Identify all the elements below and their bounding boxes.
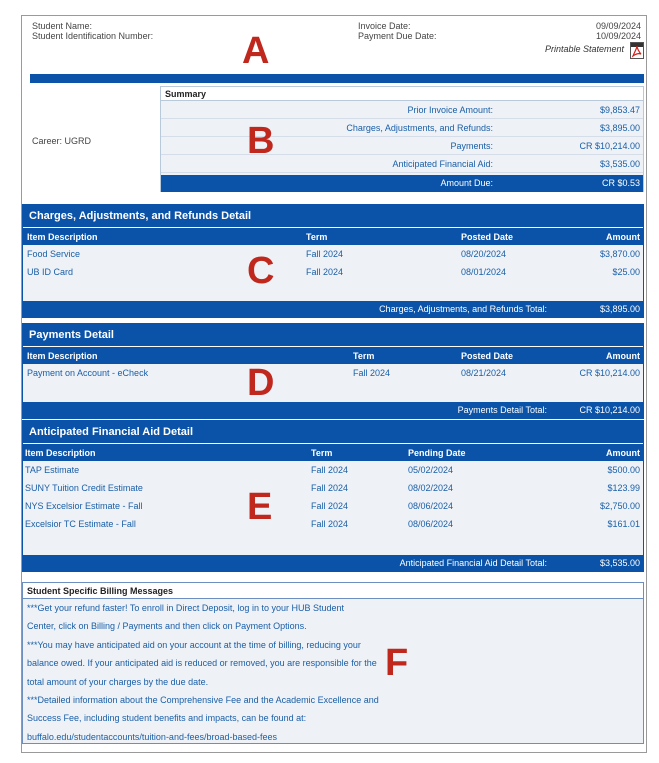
summary-box [160,86,644,192]
summary-row [161,138,643,155]
amount-due-label: Amount Due: [440,178,493,188]
invoice-date-label: Invoice Date: [358,21,411,31]
message-line: ***Get your refund faster! To enroll in Direct Deposit, log in to your HUB Student [27,603,344,613]
item-amount: $2,750.00 [599,501,640,511]
item-description[interactable]: Excelsior TC Estimate - Fall [25,519,136,529]
item-term: Fall 2024 [306,249,344,259]
message-line: Center, click on Billing / Payments and then click on Payment Options. [27,621,307,632]
summary-label: Payments: [450,141,493,151]
aid-body [23,461,643,555]
item-date: 08/21/2024 [461,368,507,378]
col-amount: Amount [606,448,640,458]
col-amount: Amount [606,232,640,242]
table-row [23,461,643,479]
invoice-date: 09/09/2024 [595,21,641,31]
pdf-icon[interactable] [630,42,644,59]
item-date: 08/06/2024 [408,501,454,511]
item-term: Fall 2024 [311,465,349,475]
col-term: Term [311,448,333,458]
item-date: 08/02/2024 [408,483,454,493]
col-term: Term [353,351,375,361]
table-row [23,364,643,382]
col-posted-date: Posted Date [461,232,514,242]
messages-title: Student Specific Billing Messages [23,583,643,599]
item-description[interactable]: TAP Estimate [25,465,80,475]
message-line: ***Detailed information about the Comprehensive Fee and the Academic Excellence and [27,694,379,705]
col-pending-date: Pending Date [408,448,466,458]
summary-label: Charges, Adjustments, and Refunds: [346,123,493,133]
charges-title: Charges, Adjustments, and Refunds Detail [23,205,643,227]
payments-total-label: Payments Detail Total: [457,405,547,415]
payments-title: Payments Detail [23,324,643,346]
payments-panel [22,323,644,419]
item-term: Fall 2024 [311,501,349,511]
item-description[interactable]: Payment on Account - eCheck [27,368,149,378]
message-line: Success Fee, including student benefits and impacts, can be found at: [27,713,307,724]
section-letter-c: C [247,250,275,292]
date-values [596,21,641,41]
payments-body [23,364,643,402]
table-row [23,515,643,533]
col-posted-date: Posted Date [461,351,514,361]
aid-title: Anticipated Financial Aid Detail [23,421,643,443]
item-description[interactable]: NYS Excelsior Estimate - Fall [25,501,143,511]
amount-due-value: CR $0.53 [601,178,640,188]
payments-header-row [23,346,643,364]
item-date: 08/20/2024 [461,249,507,259]
summary-value: $9,853.47 [599,105,640,115]
item-term: Fall 2024 [311,519,349,529]
payments-total-value: CR $10,214.00 [579,405,640,415]
section-letter-d: D [247,362,275,404]
message-line: total amount of your charges by the due date. [27,676,209,687]
table-row [23,497,643,515]
aid-total-value: $3,535.00 [599,558,640,568]
aid-panel [22,420,644,572]
item-amount: $123.99 [607,483,640,493]
aid-header-row [23,443,643,461]
item-term: Fall 2024 [306,267,344,277]
student-info [32,21,153,41]
item-description[interactable]: SUNY Tuition Credit Estimate [25,483,143,493]
col-item-description: Item Description [27,351,98,361]
item-description[interactable]: Food Service [27,249,81,259]
section-letter-e: E [247,486,273,528]
summary-value: $3,895.00 [599,123,640,133]
message-line[interactable]: buffalo.edu/studentaccounts/tuition-and-fees/broad-based-fees [27,731,278,742]
aid-total-row [23,555,643,571]
item-date: 08/06/2024 [408,519,454,529]
summary-label: Anticipated Financial Aid: [392,159,493,169]
item-amount: $500.00 [607,465,640,475]
item-description[interactable]: UB ID Card [27,267,74,277]
col-item-description: Item Description [25,448,96,458]
message-line: balance owed. If your anticipated aid is reduced or removed, you are responsible for the [27,658,377,669]
section-letter-b: B [247,120,275,162]
amount-due-row [161,175,643,192]
item-amount: $3,870.00 [599,249,640,259]
summary-value: $3,535.00 [599,159,640,169]
item-date: 08/01/2024 [461,267,507,277]
printable-statement-link[interactable]: Printable Statement [545,44,625,54]
charges-body [23,245,643,301]
date-labels [358,21,437,41]
item-amount: $161.01 [607,519,640,529]
item-term: Fall 2024 [353,368,391,378]
payments-total-row [23,402,643,418]
col-term: Term [306,232,328,242]
billing-messages [22,582,644,744]
payment-due-label: Payment Due Date: [358,31,437,41]
item-term: Fall 2024 [311,483,349,493]
col-amount: Amount [606,351,640,361]
charges-total-label: Charges, Adjustments, and Refunds Total: [379,304,547,314]
summary-value: CR $10,214.00 [579,141,640,151]
table-row [23,263,643,281]
item-amount: $25.00 [612,267,640,277]
charges-header-row [23,227,643,245]
payment-due-date: 10/09/2024 [595,31,641,41]
section-letter-f: F [385,642,409,684]
item-amount: CR $10,214.00 [579,368,640,378]
message-line: ***You may have anticipated aid on your account at the time of billing, reducing your [27,639,361,650]
col-item-description: Item Description [27,232,98,242]
summary-row [161,120,643,137]
summary-row [161,102,643,119]
charges-total-row [23,301,643,317]
summary-label: Prior Invoice Amount: [407,105,493,115]
table-row [23,479,643,497]
summary-title: Summary [161,87,643,101]
career-label: Career: UGRD [32,136,92,146]
table-row [23,245,643,263]
section-letter-a: A [242,30,270,72]
summary-row [161,156,643,173]
item-date: 05/02/2024 [408,465,454,475]
charges-total-value: $3,895.00 [599,304,640,314]
header-divider-bar [30,74,644,83]
aid-total-label: Anticipated Financial Aid Detail Total: [399,558,547,568]
student-name-label: Student Name: [32,21,93,31]
student-id-label: Student Identification Number: [32,31,154,41]
charges-panel [22,204,644,318]
